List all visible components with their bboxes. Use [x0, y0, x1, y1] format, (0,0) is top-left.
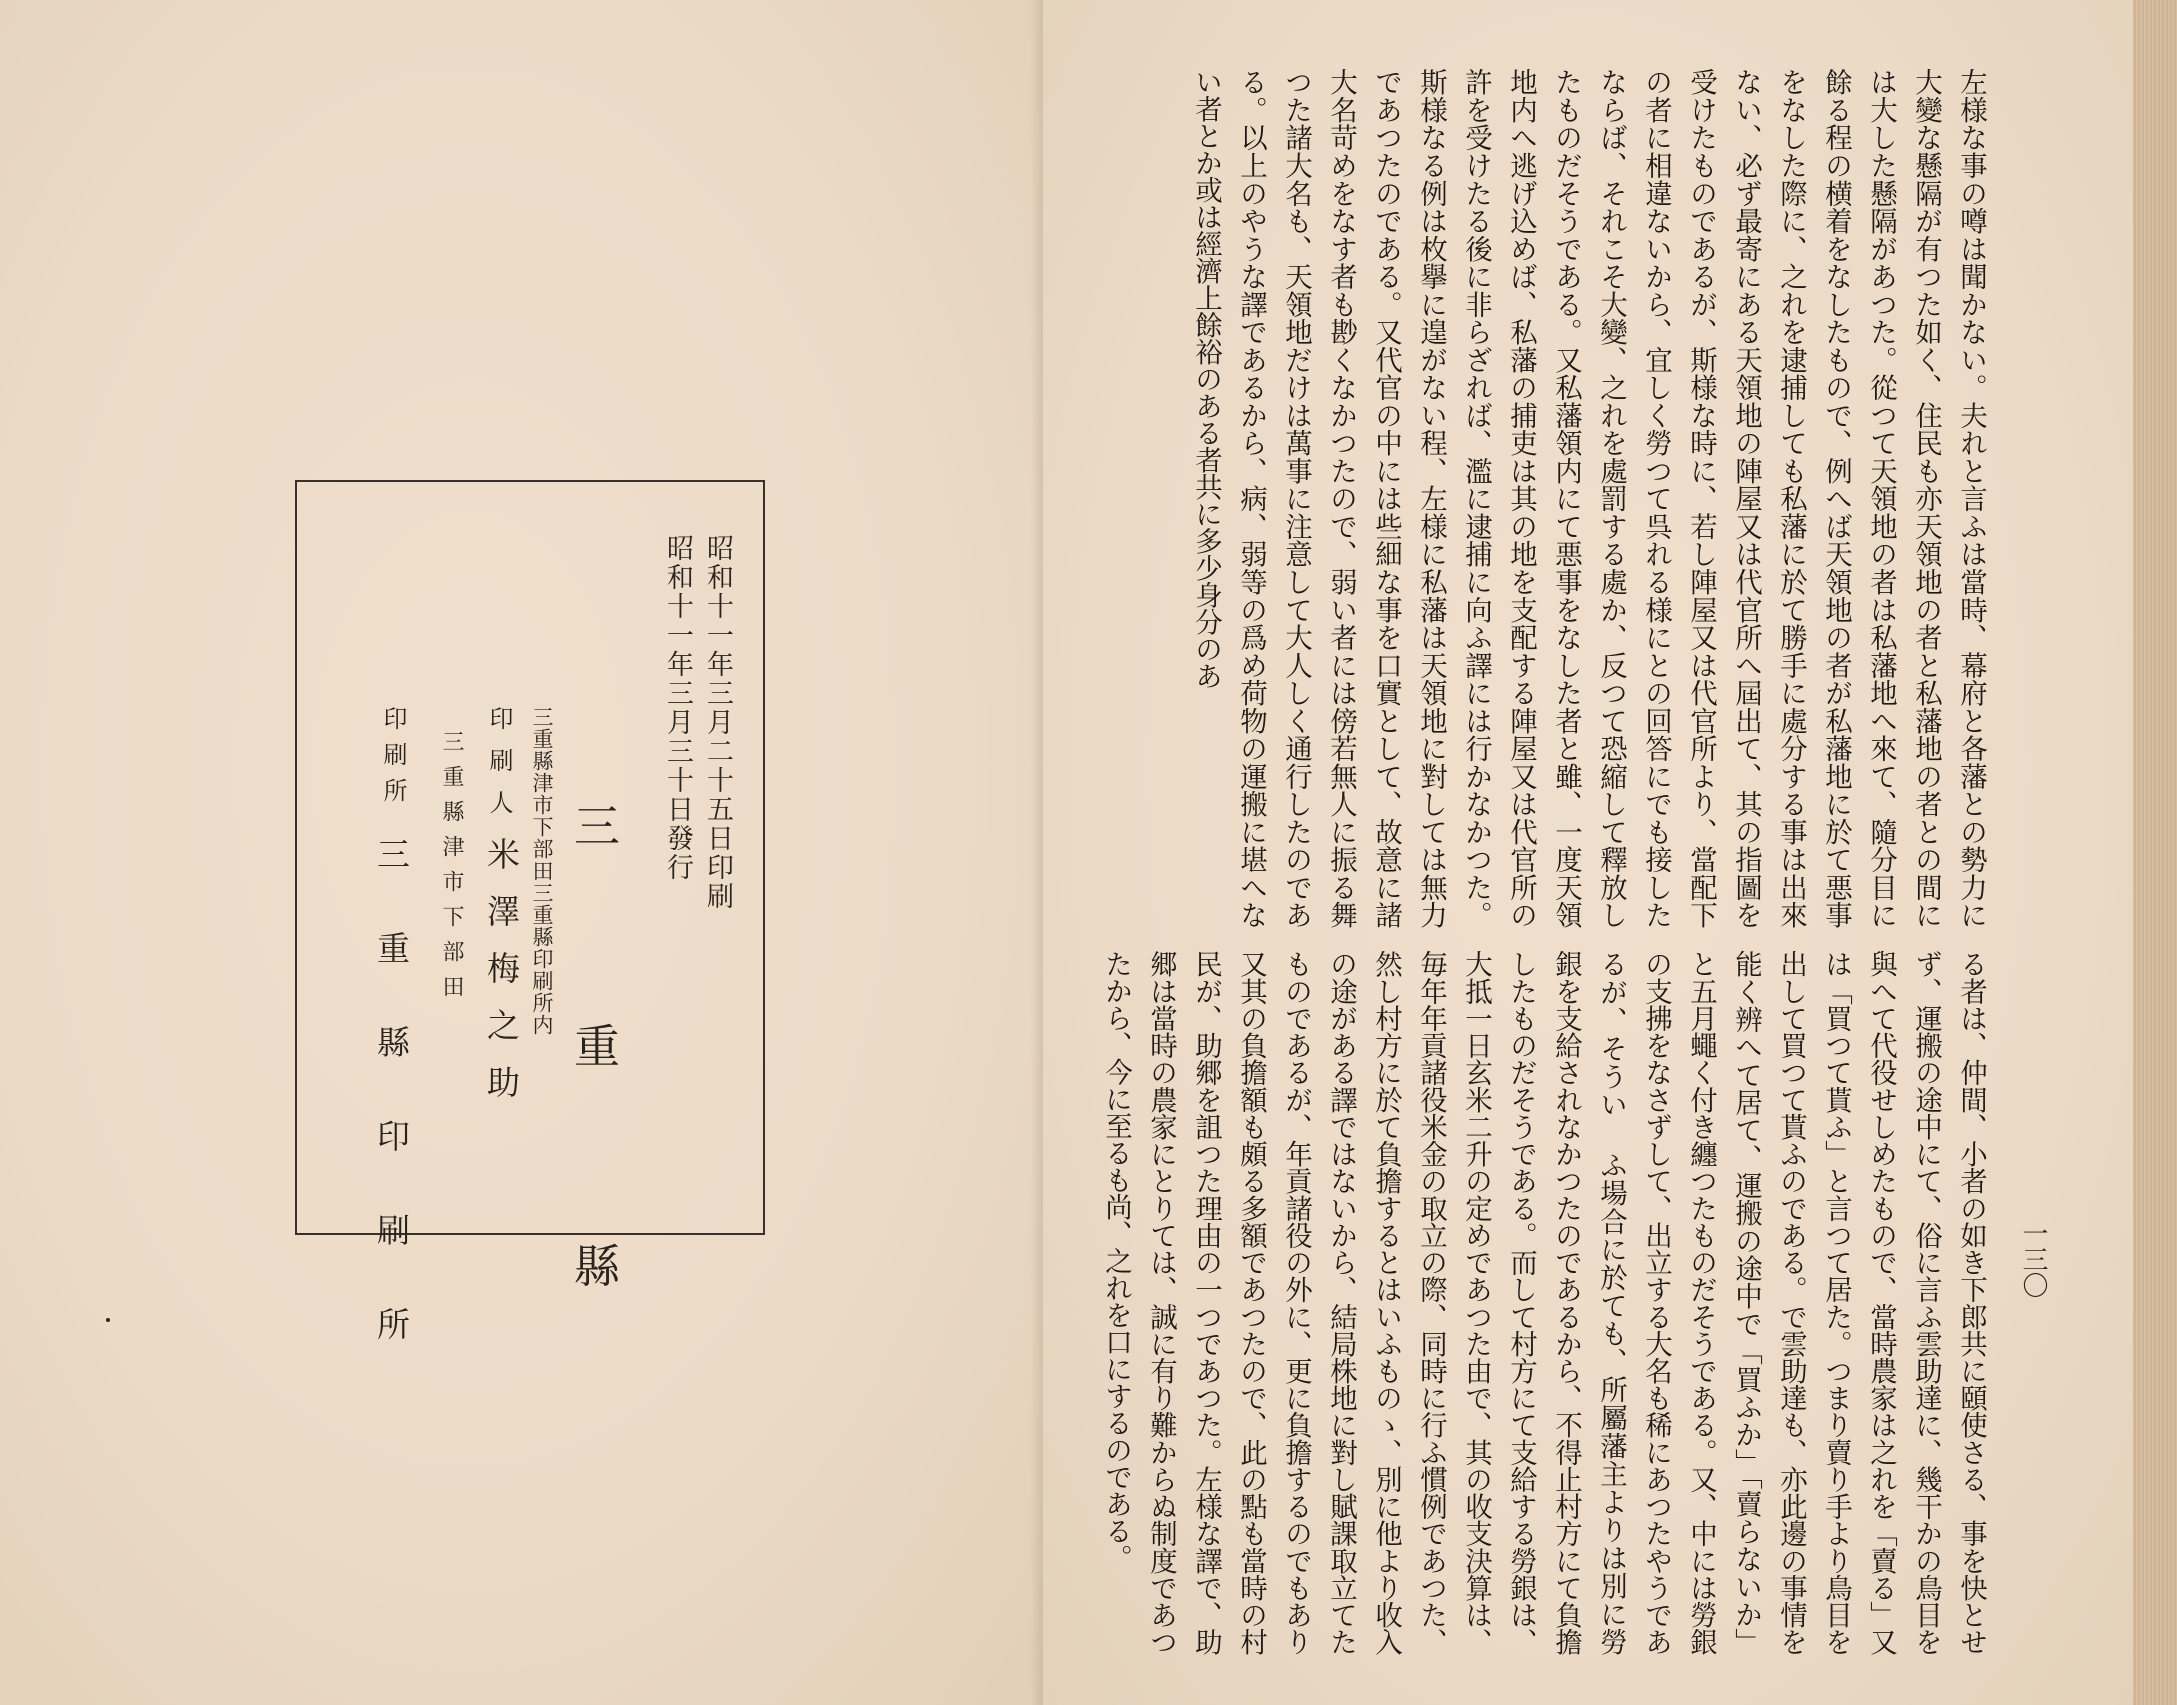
printer-name: 米澤梅之助: [482, 837, 521, 1122]
printer-address: 三重縣津市下部田: [439, 730, 464, 1010]
print-shop-label: 印刷所: [379, 706, 407, 814]
publisher-name: 三 重 縣: [567, 802, 621, 1352]
printed-date: 昭和十一年三月二十五日印刷: [702, 534, 733, 911]
body-text-upper: 左様な事の噂は聞かない。夫れと言ふは當時、幕府と各藩との勢力に大變な懸隔が有つた如く、住民も亦天領地の者と私藩地の者との間には大した懸隔があつた。從つて天領地の者は私藩地へ來て、隨分目に餘る程の横着をなしたもので、例へば天領地の者が私藩地に於て悪事をなした際に、之れを逮捕しても私藩に於て勝手に處分する事は出來ない、必ず最寄にある天領地の陣屋又は代官所へ屆出て、其の指圖を受けたものであるが、斯様な時に、若し陣屋又は代官所より、當配下の者に相違ないから、宜しく勞つて呉れる様にとの回答にでも接したならば、それこそ大變、之れを處罰する處か、反つて恐縮して釋放したものだそうである。又私藩領内にて悪事をなした者と雖、一度天領地内へ逃げ込めば、私藩の捕吏は其の地を支配する陣屋又は代官所の許を受けたる後に非らざれば、濫に逮捕に向ふ譯には行かなかつた。斯様なる例は枚擧に遑がない程、左様に私藩は天領地に對しては無力であつたのである。又代官の中には些細な事を口實として、故意に諸大名苛めをなす者も尠くなかつたので、弱い者には傍若無人に振る舞つた諸大名も、天領地だけは萬事に注意して大人しく通行したのである。以上のやうな譯であるから、病、弱等の爲め荷物の運搬に堪へない者とか或は經濟上餘裕のある者共に多少身分のあ: [1190, 68, 1987, 928]
page-number: 一三〇: [2018, 1220, 2048, 1298]
right-page: [1043, 0, 2133, 1705]
page-edges: [2133, 0, 2177, 1705]
printer-label: 印刷人: [485, 706, 513, 832]
print-shop-name: 三 重 縣 印 刷 所: [372, 837, 411, 1354]
colophon-box: [295, 480, 765, 1354]
ink-speck: [106, 1318, 110, 1322]
left-page: [0, 0, 1043, 1705]
body-text-lower: る者は、仲間、小者の如き下郎共に頤使さる、事を快とせず、運搬の途中にて、俗に言ふ雲助達に、幾干かの鳥目を與へて代役せしめたもので、當時農家は之れを「賣る」又は「買つて貰ふ」と言つて居た。つまり賣り手より鳥目を出して買つて貰ふのである。で雲助達も、亦此邊の事情を能く辨へて居て、運搬の途中で「買ふか」「賣らないか」と五月蠅く付き纏つたものだそうである。又、中には勞銀の支拂をなさずして、出立する大名も稀にあつたやうであるが、そうい ふ場合に於ても、所屬藩主よりは別に勞銀を支給されなかつたのであるから、不得止村方にて負擔したものだそうである。而して村方にて支給する勞銀は、大抵一日玄米二升の定めであつた由で、其の收支決算は、毎年年貢諸役米金の取立の際、同時に行ふ慣例であつた、然し村方に於て負擔するとはいふものゝ、別に他より收入の途がある譯ではないから、結局株地に對し賦課取立てたものであるが、年貢諸役の外に、更に負擔するのでもあり又其の負擔額も頗る多額であつたので、此の點も當時の村民が、助郷を詛つた理由の一つであつた。左様な譯で、助郷は當時の農家にとりては、誠に有り難からぬ制度であつたから、今に至るも尚、之れを口にするのである。: [1100, 950, 1987, 1655]
issued-date: 昭和十一年三月三十日發行: [662, 534, 693, 882]
publisher-address: 三重縣津市下部田三重縣印刷所内: [530, 706, 554, 1036]
